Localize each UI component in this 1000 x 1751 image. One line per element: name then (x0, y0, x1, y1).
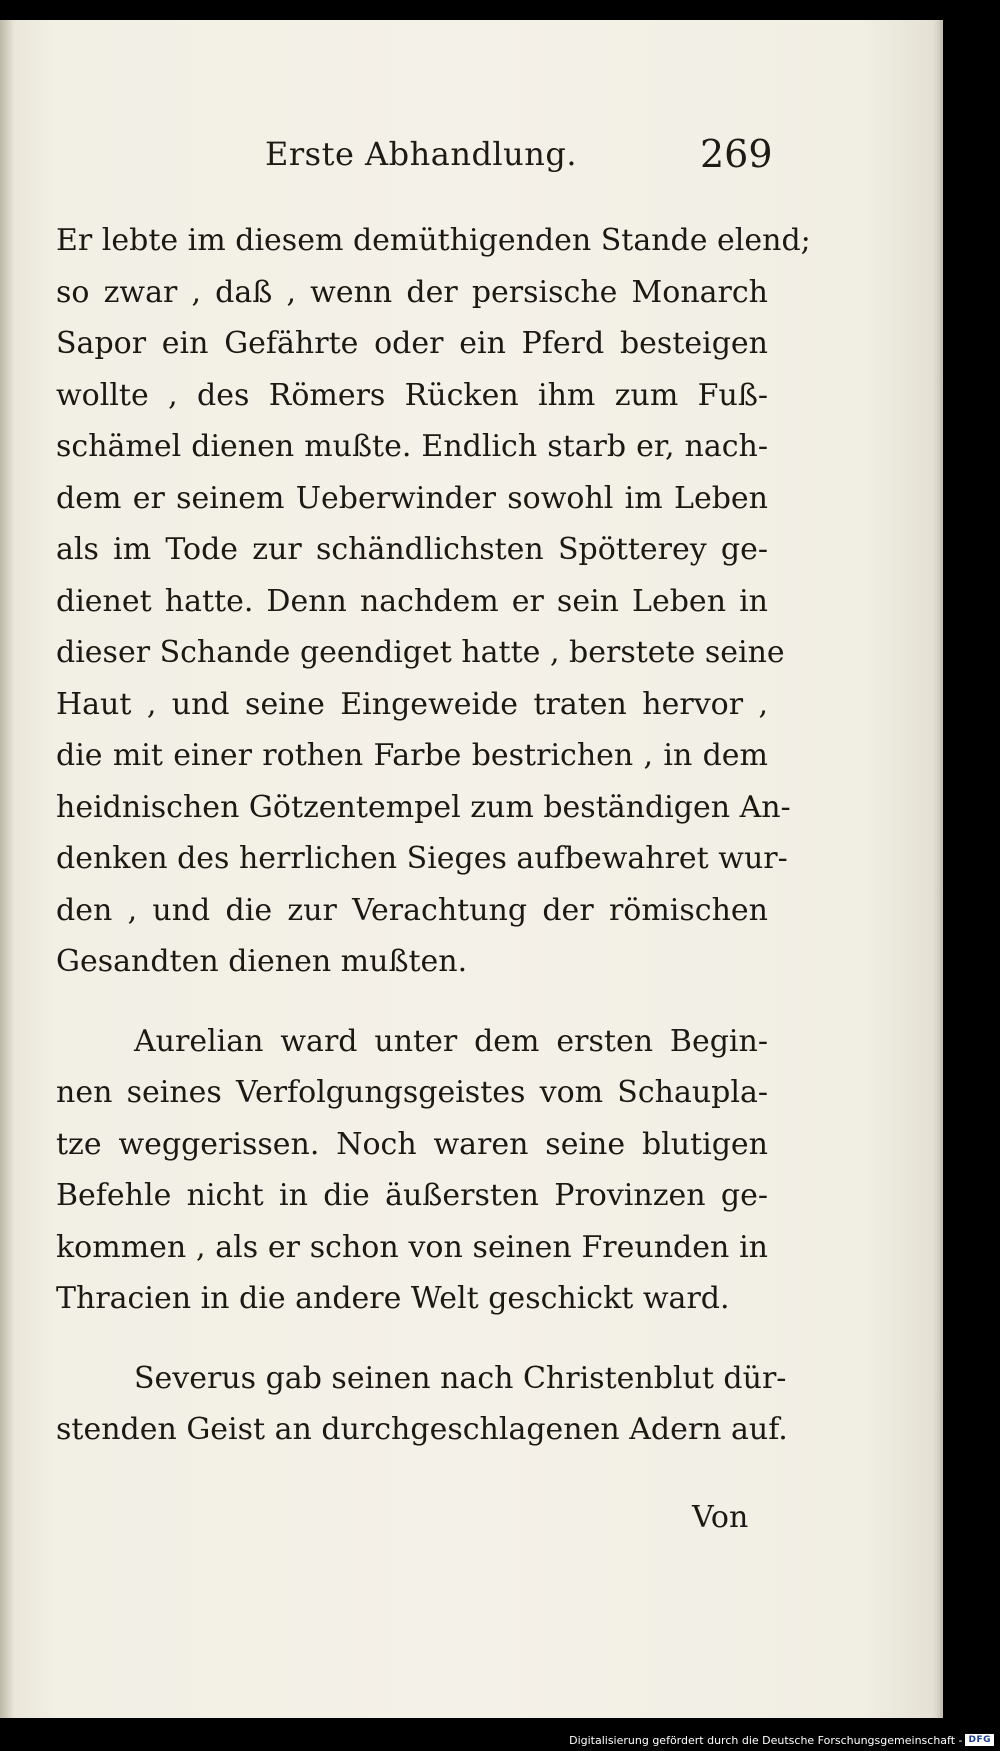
text-line: heidnischen Götzentempel zum beständigen An- (56, 789, 791, 825)
text-line: als im Tode zur schändlichsten Spötterey ge- (56, 532, 768, 567)
paragraph-gap (56, 988, 768, 1016)
page-number: 269 (700, 132, 773, 176)
spine-shadow (0, 20, 14, 1718)
text-line: denken des herrlichen Sieges aufbewahret wur- (56, 841, 788, 876)
text-line: so zwar , daß , wenn der persische Monarch (56, 274, 768, 310)
text-line: tze weggerissen. Noch waren seine blutigen (56, 1126, 768, 1162)
text-line: dieser Schande geendiget hatte , berstete seine (56, 635, 785, 670)
text-line: Thracien in die andere Welt geschickt ward. (56, 1281, 730, 1316)
text-line: dem er seinem Ueberwinder sowohl im Leben (56, 480, 768, 516)
text-line: Befehle nicht in die äußersten Provinzen ge- (56, 1178, 768, 1213)
text-line: nen seines Verfolgungsgeistes vom Schaupla- (56, 1075, 768, 1110)
text-line: Gesandten dienen mußten. (56, 944, 468, 979)
catchword: Von (692, 1500, 749, 1535)
body-text (56, 215, 811, 1456)
paragraph-gap (56, 1325, 768, 1353)
page-edge (933, 20, 943, 1718)
text-line: Aurelian ward unter dem ersten Begin- (134, 1023, 768, 1059)
text-line: stenden Geist an durchgeschlagenen Adern auf. (56, 1412, 788, 1447)
text-line: Sapor ein Gefährte oder ein Pferd besteigen (56, 326, 768, 361)
text-line: Er lebte im diesem demüthigenden Stande elend; (56, 223, 811, 258)
text-line: Severus gab seinen nach Christenblut dür- (134, 1360, 787, 1396)
digitization-credit (567, 1732, 996, 1748)
text-line: wollte , des Römers Rücken ihm zum Fuß- (56, 377, 768, 413)
text-line: die mit einer rothen Farbe bestrichen , in dem (56, 738, 768, 773)
text-line: dienet hatte. Denn nachdem er sein Leben in (56, 583, 768, 619)
credit-text: Digitalisierung gefördert durch die Deutsche Forschungsgemeinschaft - (569, 1733, 963, 1747)
book-page (0, 20, 943, 1718)
running-head: Erste Abhandlung. (265, 135, 578, 173)
text-line: Haut , und seine Eingeweide traten hervor , (56, 686, 768, 722)
text-line: den , und die zur Verachtung der römischen (56, 892, 768, 928)
text-line: kommen , als er schon von seinen Freunden in (56, 1229, 768, 1265)
text-line: schämel dienen mußte. Endlich starb er, nach- (56, 429, 768, 464)
dfg-logo: DFG (965, 1734, 994, 1746)
